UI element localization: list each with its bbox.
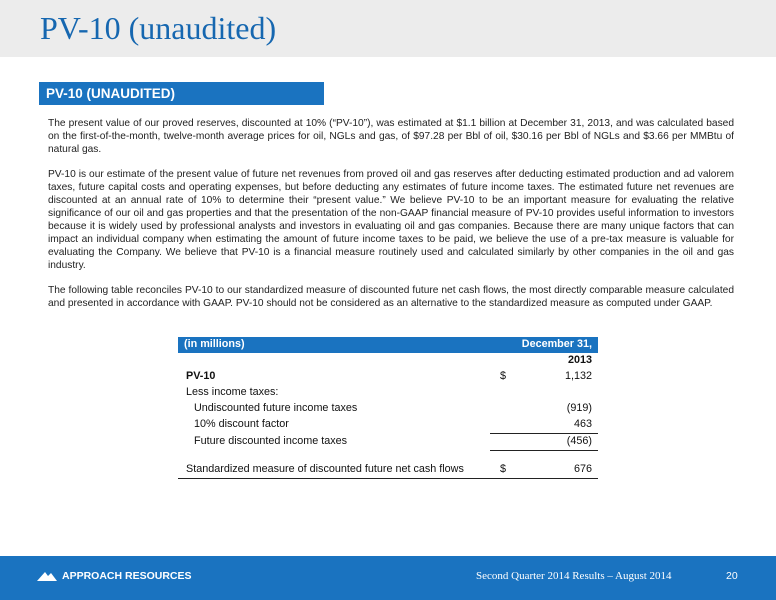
table-bottom-rule xyxy=(178,478,598,479)
table-header-units: (in millions) xyxy=(184,338,245,350)
row-label: PV-10 xyxy=(186,370,216,382)
table-year-row xyxy=(178,353,598,369)
table-row xyxy=(178,385,598,401)
table-row xyxy=(178,462,598,478)
table-header-date: December 31, xyxy=(521,338,592,350)
row-value: 676 xyxy=(573,463,592,475)
body-text xyxy=(48,117,734,322)
row-value: (456) xyxy=(566,435,592,447)
page-number: 20 xyxy=(726,570,738,582)
paragraph-1: The present value of our proved reserves, discounted at 10% (“PV-10”), was estimated at $1.1 billion at December 31, 2013, and was calculated based on the first-of-the-month, twelve-month average prices for oil, NGLs and gas, of $97.28 per Bbl of oil, $30.16 per Bbl of NGLs and $3.66 per MMBtu of natural gas. xyxy=(48,118,734,155)
table-spacer xyxy=(178,450,598,462)
row-label: Standardized measure of discounted future net cash flows xyxy=(186,463,464,475)
row-value: 1,132 xyxy=(564,370,592,382)
table-row xyxy=(178,401,598,417)
table-year: 2013 xyxy=(567,354,592,366)
row-value: (919) xyxy=(566,402,592,414)
footer-event: Second Quarter 2014 Results – August 2014 xyxy=(476,570,672,582)
table-row xyxy=(178,434,598,450)
paragraph-2: PV-10 is our estimate of the present value of future net revenues from proved oil and gas reserves after deducting estimated production and ad valorem taxes, future capital costs and operating expenses, but before deducting any estimates of future income taxes. The estimated future net revenues are discounted at an annual rate of 10% to determine their “present value.” We believe PV-10 to be an important measure for evaluating the relative significance of our oil and gas properties and that the presentation of the non-GAAP financial measure of PV-10 provides useful information to investors because it is widely used by professional analysts and investors in evaluating oil and gas companies. Because there are many unique factors that can impact an individual company when estimating the amount of future income taxes to be paid, we believe the use of a pre-tax measure is valuable for evaluating the Company. We believe that PV-10 is a financial measure routinely used and calculated similarly by other companies in the oil and gas industry. xyxy=(48,169,734,271)
row-label: Undiscounted future income taxes xyxy=(194,402,358,414)
row-label: Less income taxes: xyxy=(186,386,279,398)
row-dollar: $ xyxy=(500,463,507,475)
table-header xyxy=(178,337,598,353)
slide-title: PV-10 (unaudited) xyxy=(40,10,277,46)
table-row xyxy=(178,369,598,385)
row-value: 463 xyxy=(573,418,592,430)
table-row xyxy=(178,417,598,433)
row-dollar: $ xyxy=(500,370,507,382)
approach-resources-logo-icon xyxy=(36,570,58,582)
section-heading: PV-10 (UNAUDITED) xyxy=(39,82,324,105)
subtotal-rule xyxy=(490,433,598,434)
row-label: Future discounted income taxes xyxy=(194,435,348,447)
paragraph-3: The following table reconciles PV-10 to our standardized measure of discounted future net cash flows, the most directly comparable measure calculated and presented in accordance with GAAP. PV-10 should not be considered as an alternative to the standardized measure as computed under GAAP. xyxy=(48,285,734,309)
row-label: 10% discount factor xyxy=(194,418,289,430)
reconciliation-table xyxy=(178,337,598,478)
company-name: APPROACH RESOURCES xyxy=(62,570,192,582)
